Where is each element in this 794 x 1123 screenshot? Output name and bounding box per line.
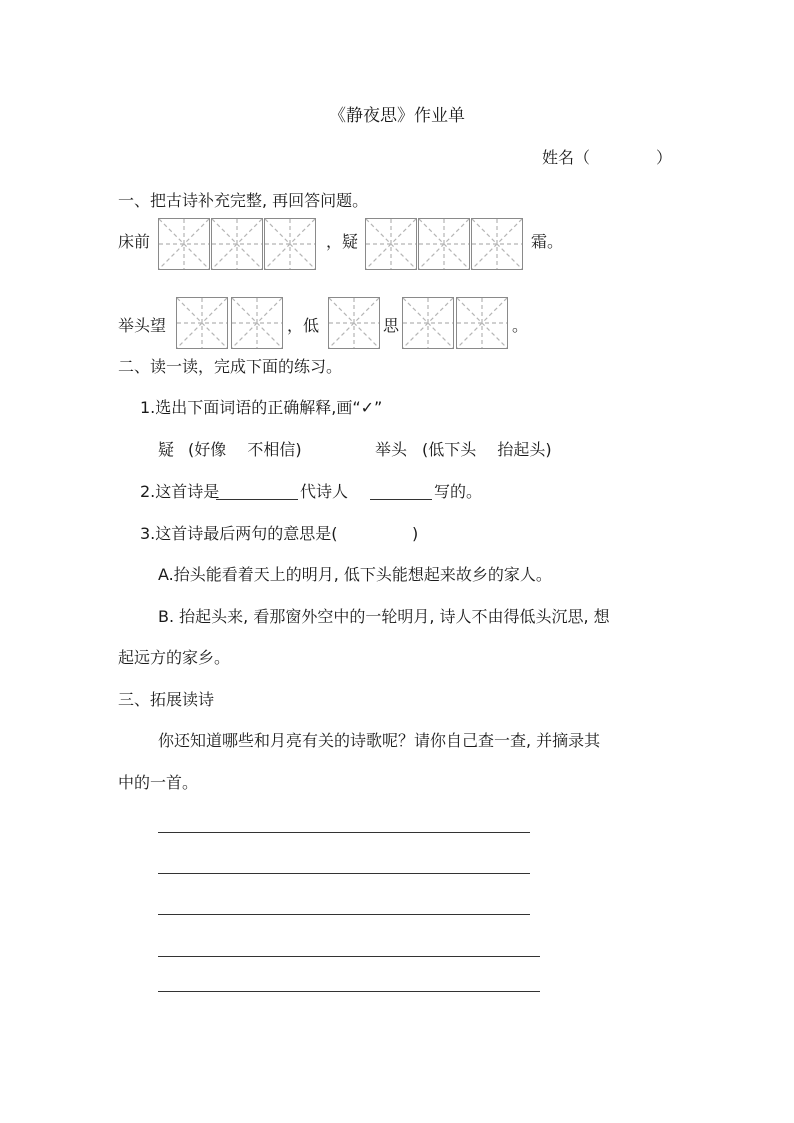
q3-close-paren: ) <box>412 524 419 543</box>
tian-grid-guides <box>419 219 469 269</box>
line2-end: 。 <box>512 316 529 335</box>
line2-mid: 思 <box>383 316 400 335</box>
tian-grid-guides <box>232 298 282 348</box>
q1-prompt: 1.选出下面词语的正确解释,画“✓” <box>140 398 383 417</box>
tian-grid-guides <box>472 219 522 269</box>
q2-part1: 2.这首诗是 <box>140 482 220 501</box>
line2-comma: ，低 <box>287 316 320 335</box>
q2-part2: 代诗人 <box>300 482 349 501</box>
option-b-line1[interactable]: B. 抬起头来, 看那窗外空中的一轮明月, 诗人不由得低头沉思, 想 <box>158 607 610 626</box>
section3-para-line1: 你还知道哪些和月亮有关的诗歌呢？请你自己查一查, 并摘录其 <box>158 731 601 750</box>
tian-grid-box[interactable] <box>418 218 470 270</box>
tian-grid-guides <box>159 219 209 269</box>
line2-prefix: 举头望 <box>118 316 167 335</box>
tian-grid-guides <box>403 298 453 348</box>
tian-grid-box[interactable] <box>471 218 523 270</box>
tian-grid-guides <box>329 298 379 348</box>
answer-line[interactable] <box>158 914 530 915</box>
option-b-line2[interactable]: 起远方的家乡。 <box>118 648 231 667</box>
tian-grid-box[interactable] <box>158 218 210 270</box>
tian-grid-box[interactable] <box>456 297 508 349</box>
tian-grid-box[interactable] <box>328 297 380 349</box>
answer-line[interactable] <box>158 873 530 874</box>
tian-grid-guides <box>177 298 227 348</box>
q2-blank-dynasty[interactable] <box>216 499 298 500</box>
tian-grid-guides <box>457 298 507 348</box>
tian-grid-guides <box>366 219 416 269</box>
option-a[interactable]: A.抬头能看着天上的明月, 低下头能想起来故乡的家人。 <box>158 565 552 584</box>
section1-heading: 一、把古诗补充完整, 再回答问题。 <box>118 191 369 210</box>
answer-line[interactable] <box>158 991 540 992</box>
page-title: 《静夜思》作业单 <box>329 106 465 126</box>
line1-suffix: 霜。 <box>531 232 564 251</box>
line1-prefix: 床前 <box>118 232 151 251</box>
section2-heading: 二、读一读，完成下面的练习。 <box>118 357 343 376</box>
line1-comma: ，疑 <box>326 232 359 251</box>
q3-prompt: 3.这首诗最后两句的意思是( <box>140 524 338 543</box>
tian-grid-box[interactable] <box>365 218 417 270</box>
answer-line[interactable] <box>158 956 540 957</box>
answer-line[interactable] <box>158 832 530 833</box>
tian-grid-guides <box>212 219 262 269</box>
q2-blank-poet[interactable] <box>370 499 432 500</box>
tian-grid-guides <box>265 219 315 269</box>
tian-grid-box[interactable] <box>231 297 283 349</box>
name-label: 姓名（ <box>542 148 591 167</box>
q1-word2: 举头 <box>375 440 408 459</box>
q1-word1-options[interactable]: (好像 不相信) <box>188 440 302 459</box>
section3-heading: 三、拓展读诗 <box>118 690 215 709</box>
tian-grid-box[interactable] <box>211 218 263 270</box>
q1-word1: 疑 <box>158 440 175 459</box>
name-close-paren: ） <box>656 148 673 167</box>
tian-grid-box[interactable] <box>402 297 454 349</box>
q2-part3: 写的。 <box>434 482 483 501</box>
tian-grid-box[interactable] <box>264 218 316 270</box>
tian-grid-box[interactable] <box>176 297 228 349</box>
section3-para-line2: 中的一首。 <box>118 773 199 792</box>
q1-word2-options[interactable]: (低下头 抬起头) <box>422 440 552 459</box>
